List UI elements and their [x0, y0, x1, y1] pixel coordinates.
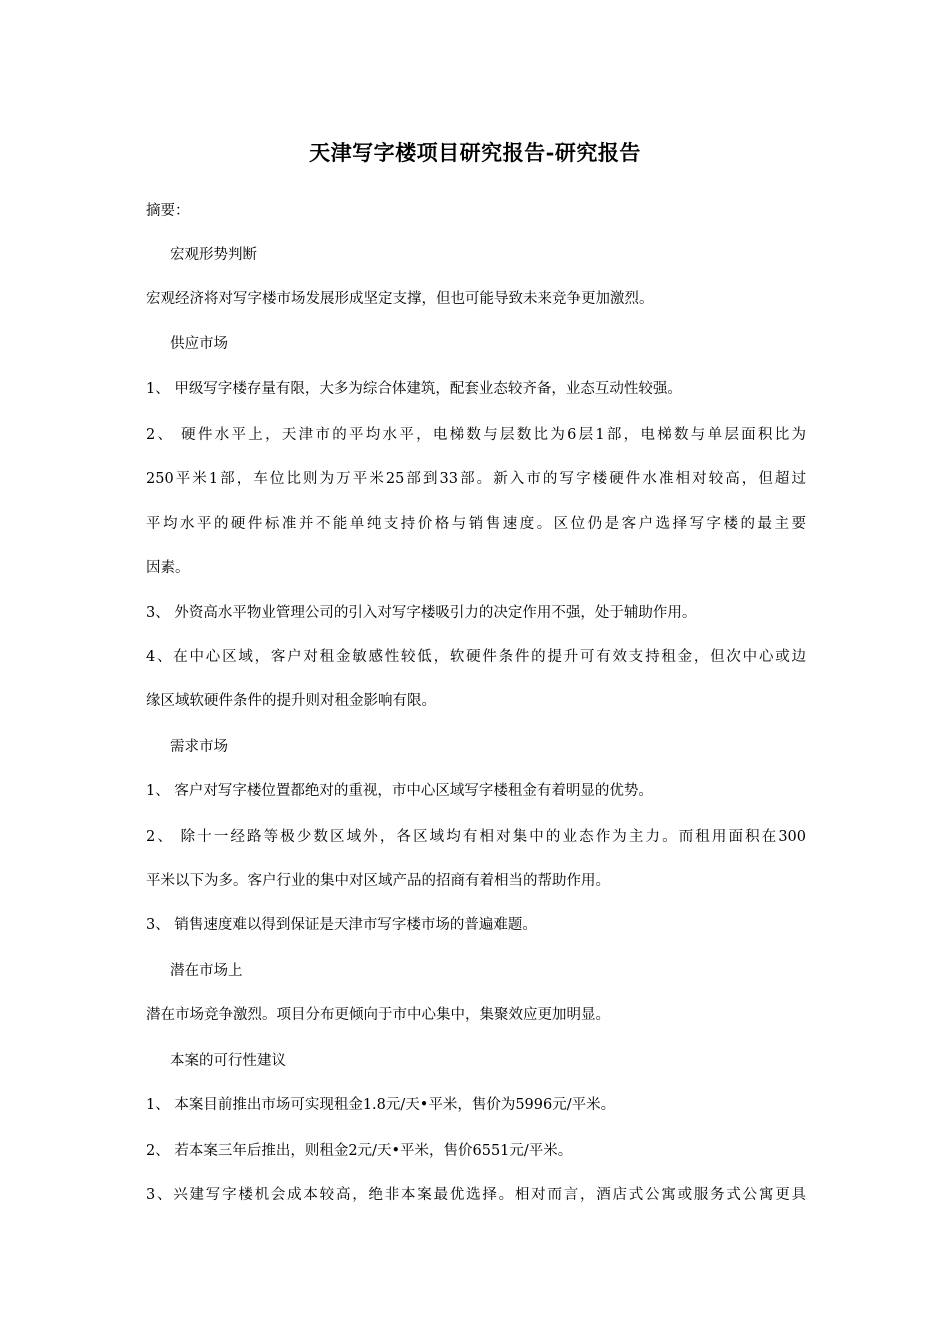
- section-heading-feasibility: 本案的可行性建议: [170, 1053, 286, 1069]
- document-title: 天津写字楼项目研究报告-研究报告: [309, 140, 641, 165]
- feasibility-item-2: 2、 若本案三年后推出，则租金2元/天•平米，售价6551元/平米。: [146, 1143, 573, 1159]
- supply-item-2-line-1: 2、 硬件水平上，天津市的平均水平，电梯数与层数比为6层1部，电梯数与单层面积比为: [146, 427, 806, 443]
- supply-item-2-line-4: 因素。: [146, 560, 190, 576]
- demand-item-1: 1、 客户对写字楼位置都绝对的重视，市中心区域写字楼租金有着明显的优势。: [146, 783, 653, 799]
- abstract-label: 摘要：: [146, 203, 190, 219]
- supply-item-3: 3、 外资高水平物业管理公司的引入对写字楼吸引力的决定作用不强，处于辅助作用。: [146, 605, 697, 621]
- supply-item-2-line-3: 平均水平的硬件标准并不能单纯支持价格与销售速度。区位仍是客户选择写字楼的最主要: [146, 516, 806, 532]
- supply-item-2-line-2: 250平米1部，车位比则为万平米25部到33部。新入市的写字楼硬件水准相对较高，但超过: [146, 471, 806, 487]
- supply-item-4-line-1: 4、在中心区域，客户对租金敏感性较低，软硬件条件的提升可有效支持租金，但次中心或边: [146, 649, 806, 665]
- demand-item-2-line-2: 平米以下为多。客户行业的集中对区域产品的招商有着相当的帮助作用。: [146, 873, 610, 889]
- demand-item-3: 3、 销售速度难以得到保证是天津市写字楼市场的普遍难题。: [146, 917, 537, 933]
- paragraph-potential: 潜在市场竞争激烈。项目分布更倾向于市中心集中，集聚效应更加明显。: [146, 1007, 610, 1023]
- paragraph-macro: 宏观经济将对写字楼市场发展形成坚定支撑，但也可能导致未来竞争更加激烈。: [146, 291, 654, 307]
- section-heading-macro: 宏观形势判断: [170, 247, 257, 263]
- feasibility-item-1: 1、 本案目前推出市场可实现租金1.8元/天•平米，售价为5996元/平米。: [146, 1097, 616, 1113]
- demand-item-2-line-1: 2、 除十一经路等极少数区域外，各区域均有相对集中的业态作为主力。而租用面积在300: [146, 829, 806, 845]
- supply-item-4-line-2: 缘区域软硬件条件的提升则对租金影响有限。: [146, 693, 436, 709]
- section-heading-demand: 需求市场: [170, 739, 228, 755]
- supply-item-1: 1、 甲级写字楼存量有限，大多为综合体建筑，配套业态较齐备，业态互动性较强。: [146, 381, 682, 397]
- section-heading-potential: 潜在市场上: [170, 963, 243, 979]
- section-heading-supply: 供应市场: [170, 336, 228, 352]
- feasibility-item-3-line-1: 3、兴建写字楼机会成本较高，绝非本案最优选择。相对而言，酒店式公寓或服务式公寓更具: [146, 1187, 806, 1203]
